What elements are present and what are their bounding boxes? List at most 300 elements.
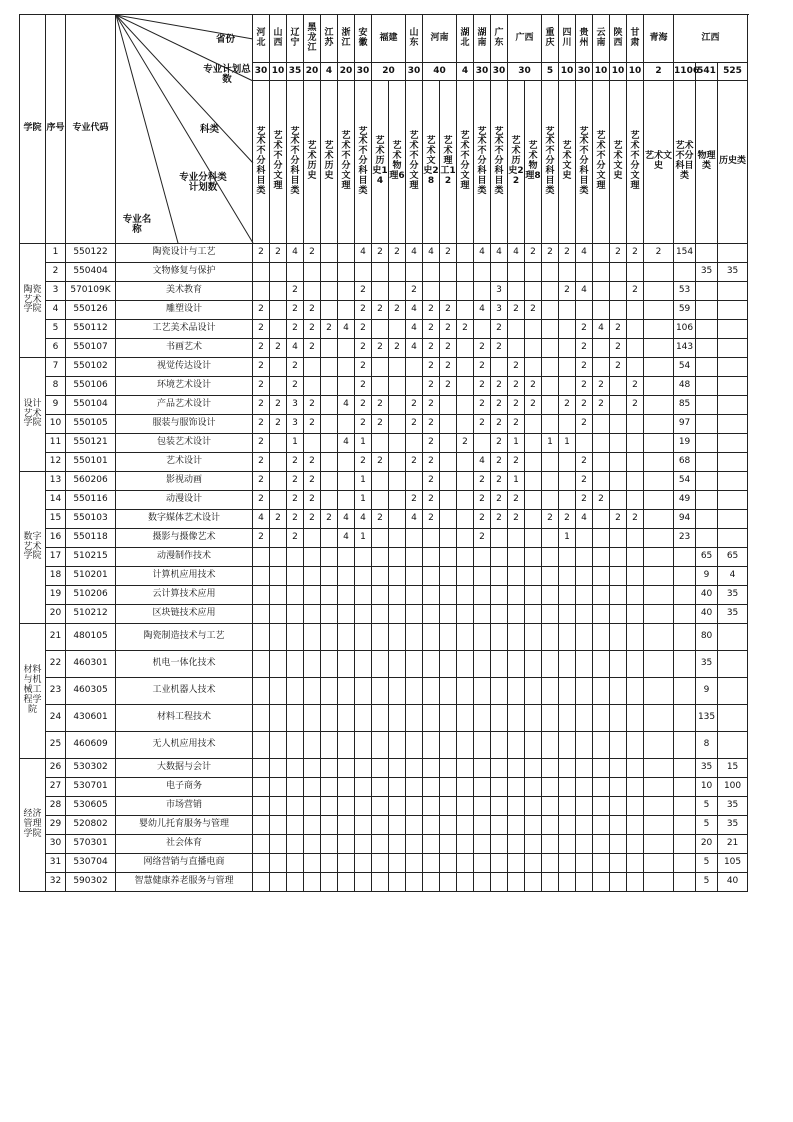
plan-count-cell: [406, 358, 423, 377]
province-plan-total: 10: [593, 63, 610, 81]
seq-cell: 6: [46, 339, 66, 358]
plan-count-cell: [457, 854, 474, 873]
plan-count-cell: 2: [321, 320, 338, 339]
plan-count-cell: [304, 434, 321, 453]
plan-count-cell: [718, 377, 748, 396]
plan-count-cell: [576, 678, 593, 705]
plan-count-cell: [491, 705, 508, 732]
plan-count-cell: 2: [576, 396, 593, 415]
plan-count-cell: 2: [355, 377, 372, 396]
plan-count-cell: [304, 358, 321, 377]
plan-count-cell: [389, 358, 406, 377]
plan-count-cell: 35: [718, 263, 748, 282]
plan-count-cell: 2: [355, 301, 372, 320]
plan-count-cell: 4: [406, 339, 423, 358]
plan-count-cell: 2: [525, 301, 542, 320]
plan-count-cell: [338, 548, 355, 567]
plan-count-cell: 2: [525, 377, 542, 396]
plan-count-cell: 2: [287, 358, 304, 377]
plan-count-cell: 2: [508, 491, 525, 510]
category-header: 艺术物理6: [389, 81, 406, 244]
plan-count-cell: [406, 732, 423, 759]
province-plan-total: 30: [355, 63, 372, 81]
plan-count-cell: [389, 282, 406, 301]
plan-count-cell: [508, 320, 525, 339]
plan-count-cell: [610, 651, 627, 678]
plan-count-cell: [287, 816, 304, 835]
plan-count-cell: [627, 778, 644, 797]
plan-count-cell: [270, 605, 287, 624]
plan-count-cell: [508, 263, 525, 282]
plan-count-cell: [270, 358, 287, 377]
plan-count-cell: [406, 529, 423, 548]
plan-count-cell: [525, 282, 542, 301]
plan-count-cell: [576, 605, 593, 624]
plan-count-cell: [457, 377, 474, 396]
plan-count-cell: [440, 396, 457, 415]
plan-count-cell: 2: [253, 453, 270, 472]
plan-count-cell: [440, 472, 457, 491]
province-plan-total: 10: [627, 63, 644, 81]
plan-count-cell: 2: [253, 377, 270, 396]
plan-count-cell: [718, 282, 748, 301]
plan-count-cell: [576, 651, 593, 678]
plan-count-cell: [321, 434, 338, 453]
table-row: [20, 778, 748, 797]
plan-count-cell: [389, 396, 406, 415]
plan-count-cell: [270, 453, 287, 472]
seq-cell: 25: [46, 732, 66, 759]
plan-count-cell: [389, 651, 406, 678]
plan-count-cell: [718, 705, 748, 732]
plan-count-cell: 4: [355, 510, 372, 529]
plan-count-cell: [644, 705, 674, 732]
plan-count-cell: [338, 797, 355, 816]
seq-cell: 23: [46, 678, 66, 705]
code-cell: 480105: [66, 624, 116, 651]
plan-count-cell: [593, 415, 610, 434]
plan-count-cell: 2: [474, 415, 491, 434]
plan-count-cell: 2: [287, 510, 304, 529]
plan-count-cell: [287, 263, 304, 282]
plan-count-cell: [593, 705, 610, 732]
table-row: [20, 835, 748, 854]
plan-count-cell: [372, 263, 389, 282]
plan-count-cell: [270, 854, 287, 873]
table-row: [20, 624, 748, 651]
plan-count-cell: [440, 586, 457, 605]
plan-count-cell: [321, 586, 338, 605]
plan-count-cell: [440, 510, 457, 529]
plan-count-cell: [627, 453, 644, 472]
category-header: 艺术历史: [321, 81, 338, 244]
plan-count-cell: [508, 567, 525, 586]
plan-count-cell: [559, 320, 576, 339]
plan-count-cell: [406, 605, 423, 624]
plan-count-cell: [389, 263, 406, 282]
plan-count-cell: [508, 854, 525, 873]
table-row: [20, 732, 748, 759]
plan-count-cell: [372, 759, 389, 778]
plan-count-cell: [423, 263, 440, 282]
plan-count-cell: 2: [474, 472, 491, 491]
plan-count-cell: [627, 854, 644, 873]
seq-cell: 12: [46, 453, 66, 472]
plan-count-cell: 2: [423, 491, 440, 510]
plan-count-cell: 4: [474, 244, 491, 263]
province-name-header: 甘肃: [627, 15, 644, 63]
plan-count-cell: 4: [338, 510, 355, 529]
plan-count-cell: 2: [389, 244, 406, 263]
major-name-cell: 摄影与摄像艺术: [116, 529, 253, 548]
plan-count-cell: [542, 797, 559, 816]
plan-count-cell: [423, 586, 440, 605]
code-cell: 550102: [66, 358, 116, 377]
plan-count-cell: 4: [253, 510, 270, 529]
plan-count-cell: 2: [253, 529, 270, 548]
plan-count-cell: 2: [474, 529, 491, 548]
plan-count-cell: 2: [491, 491, 508, 510]
plan-count-cell: [423, 854, 440, 873]
plan-count-cell: [270, 377, 287, 396]
plan-count-cell: [423, 282, 440, 301]
plan-count-cell: [457, 624, 474, 651]
plan-count-cell: 2: [508, 510, 525, 529]
major-name-cell: 艺术设计: [116, 453, 253, 472]
plan-count-cell: 2: [287, 282, 304, 301]
plan-count-cell: [696, 510, 718, 529]
plan-count-cell: [270, 282, 287, 301]
plan-count-cell: [559, 415, 576, 434]
plan-count-cell: [253, 797, 270, 816]
plan-count-cell: [696, 472, 718, 491]
plan-count-cell: [389, 778, 406, 797]
seq-cell: 29: [46, 816, 66, 835]
plan-count-cell: [321, 358, 338, 377]
plan-count-cell: 2: [525, 396, 542, 415]
code-cell: 550106: [66, 377, 116, 396]
plan-count-cell: [372, 705, 389, 732]
plan-count-cell: [321, 651, 338, 678]
plan-count-cell: 5: [696, 797, 718, 816]
plan-count-cell: 100: [718, 778, 748, 797]
table-row: [20, 453, 748, 472]
plan-count-cell: [389, 605, 406, 624]
plan-count-cell: 4: [491, 244, 508, 263]
plan-count-cell: [627, 873, 644, 892]
plan-count-cell: 2: [372, 244, 389, 263]
plan-count-cell: 2: [355, 453, 372, 472]
plan-count-cell: 4: [287, 244, 304, 263]
plan-count-cell: [576, 624, 593, 651]
plan-count-cell: [406, 586, 423, 605]
province-plan-total: 30: [406, 63, 423, 81]
plan-count-cell: 2: [253, 358, 270, 377]
plan-count-cell: 2: [372, 301, 389, 320]
seq-cell: 27: [46, 778, 66, 797]
plan-count-cell: [674, 854, 696, 873]
plan-count-cell: [355, 263, 372, 282]
table-row: [20, 415, 748, 434]
plan-count-cell: [372, 624, 389, 651]
table-row: [20, 396, 748, 415]
plan-count-cell: [593, 778, 610, 797]
plan-count-cell: [644, 797, 674, 816]
plan-count-cell: [457, 244, 474, 263]
plan-count-cell: [491, 529, 508, 548]
seq-cell: 4: [46, 301, 66, 320]
jiangxi-plan-total: 1106: [674, 63, 696, 81]
plan-count-cell: [287, 651, 304, 678]
plan-count-cell: [610, 282, 627, 301]
plan-count-cell: [593, 263, 610, 282]
seq-cell: 26: [46, 759, 66, 778]
major-name-cell: 区块链技术应用: [116, 605, 253, 624]
table-row: [20, 529, 748, 548]
plan-count-cell: [593, 529, 610, 548]
plan-count-cell: [304, 835, 321, 854]
plan-count-cell: [406, 651, 423, 678]
plan-count-cell: [674, 873, 696, 892]
plan-count-cell: [491, 605, 508, 624]
plan-count-cell: 97: [674, 415, 696, 434]
seq-cell: 13: [46, 472, 66, 491]
plan-count-cell: [338, 377, 355, 396]
plan-count-cell: [321, 491, 338, 510]
code-cell: 460305: [66, 678, 116, 705]
plan-count-cell: 2: [423, 339, 440, 358]
plan-count-cell: [593, 586, 610, 605]
category-header: 艺术不分文理: [406, 81, 423, 244]
plan-count-cell: [627, 415, 644, 434]
major-name-cell: 视觉传达设计: [116, 358, 253, 377]
major-name-cell: 工业机器人技术: [116, 678, 253, 705]
plan-count-cell: [559, 732, 576, 759]
plan-count-cell: 2: [491, 320, 508, 339]
plan-count-cell: [321, 873, 338, 892]
province-name-header: 安徽: [355, 15, 372, 63]
plan-count-cell: [508, 548, 525, 567]
plan-count-cell: [644, 816, 674, 835]
plan-count-cell: [593, 816, 610, 835]
plan-count-cell: [718, 491, 748, 510]
plan-count-cell: [576, 816, 593, 835]
plan-count-cell: 2: [287, 377, 304, 396]
plan-count-cell: [321, 732, 338, 759]
plan-count-cell: [644, 548, 674, 567]
seq-cell: 20: [46, 605, 66, 624]
seq-cell: 24: [46, 705, 66, 732]
plan-count-cell: [372, 434, 389, 453]
plan-count-cell: 2: [389, 301, 406, 320]
plan-count-cell: [576, 835, 593, 854]
plan-count-cell: [542, 705, 559, 732]
plan-count-cell: 1: [559, 529, 576, 548]
plan-count-cell: [321, 396, 338, 415]
province-name-header: 重庆: [542, 15, 559, 63]
plan-count-cell: [372, 282, 389, 301]
plan-count-cell: 2: [610, 244, 627, 263]
plan-count-cell: [440, 678, 457, 705]
plan-count-cell: [627, 472, 644, 491]
plan-count-cell: [696, 529, 718, 548]
plan-count-cell: 2: [355, 282, 372, 301]
plan-count-cell: [542, 778, 559, 797]
code-cell: 590302: [66, 873, 116, 892]
plan-count-cell: [644, 759, 674, 778]
plan-count-cell: [718, 244, 748, 263]
province-name-header: 广东: [491, 15, 508, 63]
plan-count-cell: 23: [674, 529, 696, 548]
plan-count-cell: [525, 529, 542, 548]
plan-count-cell: 2: [610, 339, 627, 358]
category-header: 艺术历史: [304, 81, 321, 244]
plan-count-cell: [674, 263, 696, 282]
plan-count-cell: 2: [559, 510, 576, 529]
plan-count-cell: 2: [491, 396, 508, 415]
major-name-cell: 包装艺术设计: [116, 434, 253, 453]
plan-count-cell: [321, 605, 338, 624]
plan-count-cell: 2: [576, 377, 593, 396]
plan-count-cell: 2: [423, 358, 440, 377]
plan-count-cell: [474, 797, 491, 816]
plan-count-cell: [508, 678, 525, 705]
plan-count-cell: [355, 732, 372, 759]
plan-count-cell: [644, 605, 674, 624]
plan-count-cell: [440, 415, 457, 434]
seq-cell: 31: [46, 854, 66, 873]
plan-count-cell: [321, 678, 338, 705]
major-name-cell: 陶瓷设计与工艺: [116, 244, 253, 263]
plan-count-cell: [304, 586, 321, 605]
plan-count-cell: [270, 472, 287, 491]
province-plan-total: 30: [253, 63, 270, 81]
plan-count-cell: [321, 453, 338, 472]
plan-count-cell: [440, 778, 457, 797]
plan-count-cell: [644, 491, 674, 510]
plan-count-cell: [525, 605, 542, 624]
plan-count-cell: [576, 732, 593, 759]
plan-count-cell: 5: [696, 873, 718, 892]
plan-count-cell: [423, 705, 440, 732]
province-plan-total: 2: [644, 63, 674, 81]
plan-count-cell: 2: [423, 472, 440, 491]
plan-count-cell: [576, 705, 593, 732]
plan-count-cell: [576, 434, 593, 453]
plan-count-cell: [253, 835, 270, 854]
plan-count-cell: [389, 678, 406, 705]
plan-count-cell: [440, 759, 457, 778]
plan-count-cell: [270, 434, 287, 453]
category-header: 艺术不分科目类: [253, 81, 270, 244]
plan-count-cell: 4: [406, 510, 423, 529]
plan-count-cell: [559, 586, 576, 605]
plan-count-cell: [491, 873, 508, 892]
plan-count-cell: 35: [696, 759, 718, 778]
plan-count-cell: [718, 510, 748, 529]
plan-total-label: 专业计划总数: [203, 64, 251, 86]
plan-count-cell: [627, 586, 644, 605]
plan-count-cell: [559, 605, 576, 624]
category-header: 艺术不分文理: [270, 81, 287, 244]
plan-count-cell: 2: [389, 339, 406, 358]
plan-count-cell: [718, 529, 748, 548]
plan-count-cell: [440, 797, 457, 816]
plan-count-cell: [474, 263, 491, 282]
plan-count-cell: 2: [627, 396, 644, 415]
table-row: [20, 358, 748, 377]
plan-count-cell: 68: [674, 453, 696, 472]
plan-count-cell: [338, 816, 355, 835]
plan-count-cell: [372, 732, 389, 759]
plan-count-cell: 2: [355, 415, 372, 434]
plan-count-cell: [372, 377, 389, 396]
plan-count-cell: 4: [406, 244, 423, 263]
plan-count-cell: [674, 567, 696, 586]
plan-count-cell: [338, 415, 355, 434]
plan-count-cell: [718, 624, 748, 651]
plan-count-cell: [270, 835, 287, 854]
plan-count-cell: [644, 396, 674, 415]
plan-count-cell: 2: [593, 377, 610, 396]
plan-count-cell: [440, 624, 457, 651]
plan-count-cell: [627, 491, 644, 510]
plan-count-cell: 4: [576, 282, 593, 301]
plan-count-cell: [508, 759, 525, 778]
plan-count-cell: 35: [696, 651, 718, 678]
plan-count-cell: [321, 624, 338, 651]
plan-count-cell: [593, 797, 610, 816]
plan-count-cell: [542, 491, 559, 510]
plan-count-cell: [610, 816, 627, 835]
plan-count-cell: [610, 263, 627, 282]
code-cell: 550126: [66, 301, 116, 320]
plan-count-cell: 20: [696, 835, 718, 854]
plan-count-cell: [338, 759, 355, 778]
plan-count-cell: [525, 567, 542, 586]
plan-count-cell: [491, 835, 508, 854]
plan-count-cell: 2: [253, 320, 270, 339]
plan-count-cell: [457, 529, 474, 548]
plan-count-cell: [423, 732, 440, 759]
plan-count-cell: [474, 732, 491, 759]
plan-count-cell: 2: [287, 301, 304, 320]
plan-count-cell: [718, 732, 748, 759]
plan-count-cell: [372, 835, 389, 854]
college-name: 陶瓷艺术学院: [20, 244, 46, 358]
plan-count-cell: [674, 705, 696, 732]
plan-count-cell: 65: [718, 548, 748, 567]
plan-count-cell: [525, 797, 542, 816]
plan-count-cell: 2: [355, 358, 372, 377]
plan-count-cell: 2: [270, 415, 287, 434]
plan-count-cell: 2: [253, 396, 270, 415]
plan-count-cell: [321, 567, 338, 586]
plan-count-cell: [542, 854, 559, 873]
plan-count-cell: [491, 548, 508, 567]
plan-count-cell: 2: [576, 339, 593, 358]
plan-count-cell: [674, 797, 696, 816]
plan-count-cell: 2: [372, 415, 389, 434]
plan-count-cell: 3: [491, 282, 508, 301]
plan-count-cell: 2: [270, 510, 287, 529]
plan-count-cell: [525, 548, 542, 567]
plan-count-cell: [525, 732, 542, 759]
plan-count-cell: [718, 434, 748, 453]
code-cell: 570109K: [66, 282, 116, 301]
province-name-header: 浙江: [338, 15, 355, 63]
plan-count-cell: [718, 453, 748, 472]
